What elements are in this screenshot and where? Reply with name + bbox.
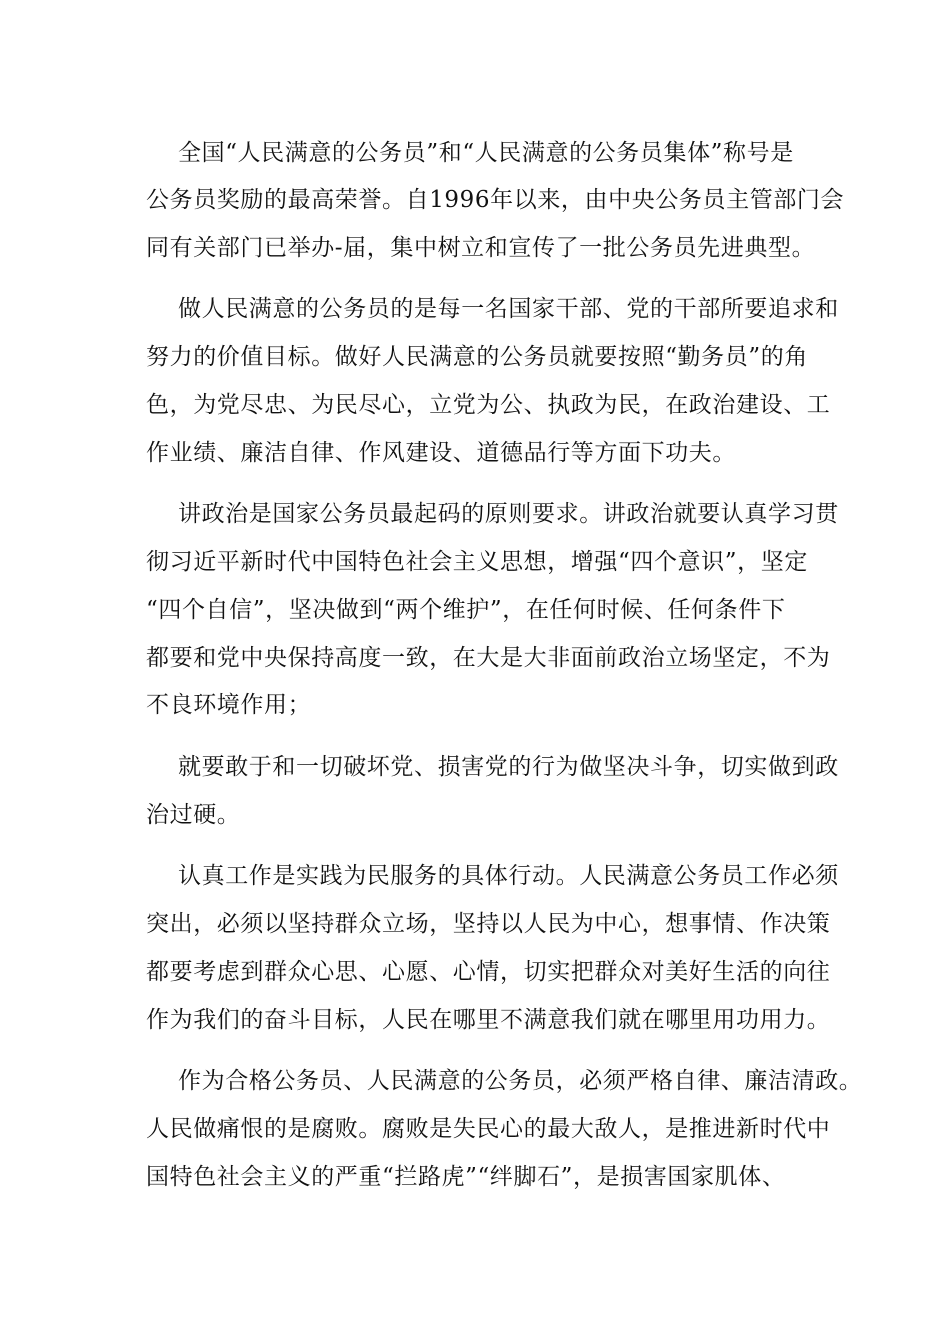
text-line: 就要敢于和一切破坏党、损害党的行为做坚决斗争，切实做到政 bbox=[178, 754, 839, 780]
text-line: 不良环境作用； bbox=[146, 692, 312, 718]
text-line: 作为合格公务员、人民满意的公务员，必须严格自律、廉洁清政。 bbox=[178, 1068, 863, 1094]
text-line: 彻习近平新时代中国特色社会主义思想，增强“四个意识”，坚定 bbox=[146, 549, 808, 575]
text-line: 都要和党中央保持高度一致，在大是大非面前政治立场坚定，不为 bbox=[146, 645, 831, 671]
text-line: 作为我们的奋斗目标，人民在哪里不满意我们就在哪里用功用力。 bbox=[146, 1007, 831, 1033]
text-line: 人民做痛恨的是腐败。腐败是失民心的最大敌人，是推进新时代中 bbox=[146, 1116, 831, 1142]
text-line: 国特色社会主义的严重“拦路虎”“绊脚石”，是损害国家肌体、 bbox=[146, 1164, 786, 1190]
text-line: “四个自信”，坚决做到“两个维护”，在任何时候、任何条件下 bbox=[146, 597, 786, 623]
text-line: 讲政治是国家公务员最起码的原则要求。讲政治就要认真学习贯 bbox=[178, 501, 839, 527]
text-line: 认真工作是实践为民服务的具体行动。人民满意公务员工作必须 bbox=[178, 863, 839, 889]
text-line: 同有关部门已举办-届，集中树立和宣传了一批公务员先进典型。 bbox=[146, 235, 816, 261]
text-line: 努力的价值目标。做好人民满意的公务员就要按照“勤务员”的角 bbox=[146, 344, 808, 370]
text-line: 全国“人民满意的公务员”和“人民满意的公务员集体”称号是 bbox=[178, 140, 794, 166]
text-line: 公务员奖励的最高荣誉。自1996年以来，由中央公务员主管部门会 bbox=[146, 187, 845, 213]
text-line: 色，为党尽忠、为民尽心，立党为公、执政为民，在政治建设、工 bbox=[146, 392, 831, 418]
text-line: 作业绩、廉洁自律、作风建设、道德品行等方面下功夫。 bbox=[146, 440, 736, 466]
text-line: 做人民满意的公务员的是每一名国家干部、党的干部所要追求和 bbox=[178, 296, 839, 322]
text-line: 突出，必须以坚持群众立场，坚持以人民为中心，想事情、作决策 bbox=[146, 911, 831, 937]
text-line: 治过硬。 bbox=[146, 802, 241, 828]
text-line: 都要考虑到群众心思、心愿、心情，切实把群众对美好生活的向往 bbox=[146, 959, 831, 985]
